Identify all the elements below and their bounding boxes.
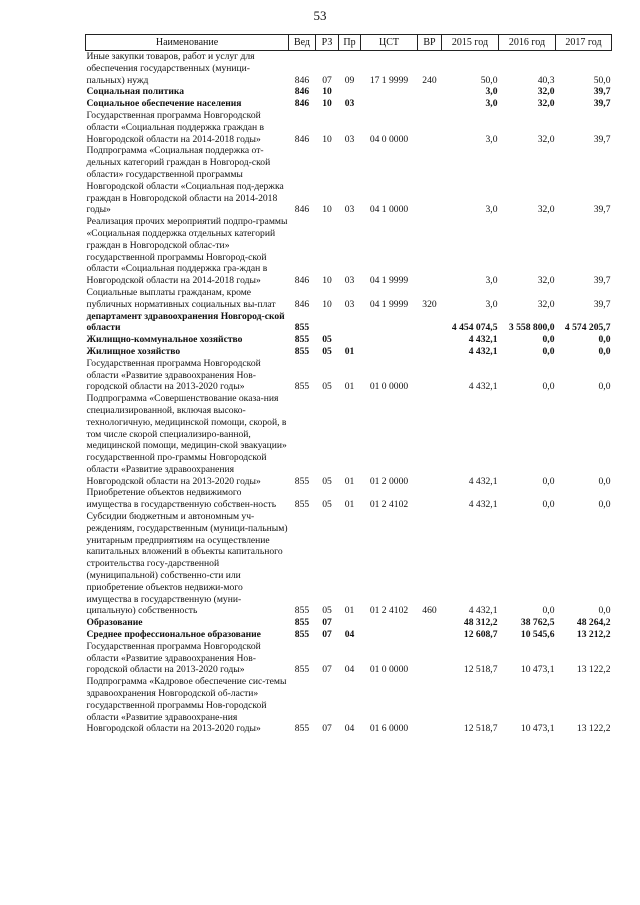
cell-rz: 10 [322, 204, 332, 216]
cell-rz: 05 [322, 345, 332, 357]
cell-rz: 05 [322, 334, 332, 346]
cell-cst: 01 2 4102 [369, 605, 409, 617]
cell-name: Социальная политика [86, 86, 185, 98]
cell-2017: 0,0 [598, 475, 611, 487]
cell-2015: 3,0 [485, 86, 498, 98]
table-row [86, 346, 612, 358]
cell-name: Подпрограмма «Социальная поддержка от-дельных категорий граждан в Новгород-ской области» государственной программы Новгородской области «Социальная под-держка граждан в Новгородской области на 2014-2018 годы» [86, 145, 284, 216]
cell-rz: 10 [322, 275, 332, 287]
cell-2015: 3,0 [485, 204, 498, 216]
cell-pr: 03 [344, 98, 355, 110]
cell-name: Иные закупки товаров, работ и услуг для обеспечения государственных (муници-пальных) нужд [86, 51, 255, 86]
cell-2016: 38 762,5 [520, 617, 555, 629]
cell-2015: 3,0 [485, 133, 498, 145]
cell-2015: 4 432,1 [468, 345, 498, 357]
cell-2016: 0,0 [542, 475, 555, 487]
col-header-name: Наименование [86, 35, 289, 51]
cell-cst [361, 617, 418, 629]
cell-2017: 39,7 [593, 298, 611, 310]
cell-2015: 3,0 [485, 275, 498, 287]
col-header-vr: ВР [418, 35, 442, 51]
cell-ved: 846 [294, 275, 310, 287]
cell-pr [339, 86, 361, 98]
cell-vr [418, 487, 442, 511]
cell-name: Жилищно-коммунальное хозяйство [86, 334, 243, 346]
cell-2015: 4 432,1 [468, 605, 498, 617]
cell-ved: 855 [294, 723, 310, 735]
cell-2017: 4 574 205,7 [564, 322, 611, 334]
cell-cst: 04 1 9999 [369, 298, 409, 310]
cell-2015: 4 432,1 [468, 334, 498, 346]
cell-name: Приобретение объектов недвижимого имущества в государственную собствен-ность [86, 487, 277, 511]
cell-2017: 0,0 [598, 499, 611, 511]
cell-2016: 32,0 [537, 86, 555, 98]
cell-cst [361, 346, 418, 358]
table-row [86, 334, 612, 346]
cell-ved: 846 [294, 86, 310, 98]
cell-2017: 39,7 [593, 98, 611, 110]
cell-vr: 320 [422, 298, 437, 310]
cell-2015: 4 454 074,5 [451, 322, 498, 334]
col-header-ved: Вед [289, 35, 316, 51]
cell-ved: 855 [294, 381, 310, 393]
table-row [86, 358, 612, 393]
cell-ved: 855 [294, 605, 310, 617]
cell-ved: 846 [294, 204, 310, 216]
budget-table [85, 34, 612, 735]
cell-rz: 05 [322, 381, 332, 393]
cell-vr: 240 [422, 74, 437, 86]
cell-cst: 01 2 4102 [369, 499, 409, 511]
cell-pr: 01 [344, 499, 355, 511]
cell-rz: 07 [322, 723, 332, 735]
table-row [86, 145, 612, 216]
cell-pr [339, 617, 361, 629]
col-header-2015: 2015 год [442, 35, 499, 51]
cell-vr [418, 216, 442, 287]
cell-2017: 50,0 [593, 74, 611, 86]
cell-ved: 855 [294, 629, 310, 641]
cell-2015: 12 518,7 [463, 723, 498, 735]
cell-vr [418, 346, 442, 358]
cell-rz: 05 [322, 605, 332, 617]
cell-2017: 0,0 [598, 345, 611, 357]
cell-rz: 07 [322, 617, 332, 629]
cell-2017: 39,7 [593, 275, 611, 287]
cell-vr [418, 311, 442, 335]
cell-cst: 01 0 0000 [369, 664, 409, 676]
table-row [86, 617, 612, 629]
table-row [86, 98, 612, 110]
cell-2016: 10 545,6 [520, 629, 555, 641]
table-row [86, 641, 612, 676]
cell-vr [418, 145, 442, 216]
cell-2015: 12 608,7 [463, 629, 498, 641]
cell-vr [418, 676, 442, 735]
cell-pr: 09 [344, 74, 355, 86]
cell-ved: 855 [294, 499, 310, 511]
cell-name: Жилищное хозяйство [86, 345, 181, 357]
cell-rz [316, 311, 339, 335]
cell-cst: 17 1 9999 [369, 74, 409, 86]
cell-2015: 4 432,1 [468, 475, 498, 487]
cell-2016: 32,0 [537, 275, 555, 287]
cell-2017: 13 122,2 [576, 664, 611, 676]
cell-cst: 01 2 0000 [369, 475, 409, 487]
table-row [86, 511, 612, 617]
cell-pr: 03 [344, 133, 355, 145]
cell-rz: 07 [322, 629, 332, 641]
cell-ved: 846 [294, 74, 310, 86]
cell-vr [418, 86, 442, 98]
table-row [86, 311, 612, 335]
cell-vr [418, 393, 442, 487]
cell-cst: 04 1 9999 [369, 275, 409, 287]
cell-2015: 48 312,2 [463, 617, 498, 629]
cell-name: Государственная программа Новгородской области «Развитие здравоохранения Нов-городской области на 2013-2020 годы» [86, 640, 261, 676]
cell-name: Подпрограмма «Совершенствование оказа-ния специализированной, включая высоко-технологичную, медицинской помощи, скорой, в том числе скорой специализиро-ванной, медицинской помощи, медицин-ской эвакуации» государственной про-граммы Новгородской области «Развитие здравоохранения Новгородской области на 2013-2020 годы» [86, 393, 287, 487]
table-row [86, 51, 612, 87]
cell-ved: 846 [294, 298, 310, 310]
cell-2017: 0,0 [598, 605, 611, 617]
cell-2017: 13 122,2 [576, 723, 611, 735]
cell-2015: 3,0 [485, 298, 498, 310]
cell-vr [418, 358, 442, 393]
cell-2017: 39,7 [593, 133, 611, 145]
table-row [86, 629, 612, 641]
table-row [86, 287, 612, 311]
cell-pr: 01 [344, 345, 355, 357]
cell-pr: 04 [344, 664, 355, 676]
cell-2017: 0,0 [598, 334, 611, 346]
table-row [86, 110, 612, 145]
cell-2016: 40,3 [537, 74, 555, 86]
cell-ved: 855 [294, 322, 310, 334]
cell-rz: 10 [322, 133, 332, 145]
cell-2016: 10 473,1 [520, 723, 555, 735]
cell-cst: 01 0 0000 [369, 381, 409, 393]
cell-2016: 0,0 [542, 345, 555, 357]
cell-pr: 01 [344, 605, 355, 617]
cell-2016: 32,0 [537, 204, 555, 216]
cell-2016: 32,0 [537, 133, 555, 145]
cell-rz: 10 [322, 98, 332, 110]
table-row [86, 676, 612, 735]
cell-name: Реализация прочих мероприятий подпро-граммы «Социальная поддержка отдельных категорий граждан в Новгородской облас-ти» государственной программы Новгород-ской области «Социальная поддержка гра-ждан в Новгородской области на 2014-2018 годы» [86, 216, 288, 287]
table-body [86, 51, 612, 736]
cell-vr [418, 110, 442, 145]
cell-cst [361, 334, 418, 346]
cell-cst: 04 1 0000 [369, 204, 409, 216]
cell-2017: 39,7 [593, 86, 611, 98]
cell-2015: 4 432,1 [468, 381, 498, 393]
cell-name: Государственная программа Новгородской области «Развитие здравоохранения Нов-городской области на 2013-2020 годы» [86, 357, 261, 393]
cell-vr [418, 641, 442, 676]
table-row [86, 393, 612, 487]
cell-pr: 04 [344, 723, 355, 735]
cell-pr: 03 [344, 298, 355, 310]
cell-ved: 855 [294, 664, 310, 676]
col-header-2016: 2016 год [499, 35, 556, 51]
cell-pr: 01 [344, 475, 355, 487]
cell-vr: 460 [422, 605, 437, 617]
cell-pr [339, 334, 361, 346]
cell-ved: 846 [294, 98, 310, 110]
col-header-pr: Пр [339, 35, 361, 51]
cell-name: департамент здравоохранения Новгород-ской области [86, 310, 285, 334]
cell-2015: 12 518,7 [463, 664, 498, 676]
cell-cst [361, 86, 418, 98]
cell-pr: 01 [344, 381, 355, 393]
cell-2015: 3,0 [485, 98, 498, 110]
cell-2016: 0,0 [542, 499, 555, 511]
cell-pr: 04 [344, 629, 355, 641]
table-row [86, 216, 612, 287]
table-row [86, 487, 612, 511]
cell-2016: 10 473,1 [520, 664, 555, 676]
cell-pr: 03 [344, 275, 355, 287]
cell-rz: 05 [322, 475, 332, 487]
cell-2016: 0,0 [542, 605, 555, 617]
cell-vr [418, 617, 442, 629]
page-number: 53 [313, 8, 327, 23]
cell-ved: 855 [294, 334, 310, 346]
col-header-cst: ЦСТ [361, 35, 418, 51]
cell-name: Образование [86, 617, 143, 629]
cell-pr: 03 [344, 204, 355, 216]
cell-2016: 32,0 [537, 298, 555, 310]
cell-2015: 4 432,1 [468, 499, 498, 511]
cell-pr [339, 311, 361, 335]
table-header-row [86, 35, 612, 51]
cell-cst: 04 0 0000 [369, 133, 409, 145]
cell-ved: 855 [294, 345, 310, 357]
cell-2016: 32,0 [537, 98, 555, 110]
cell-2017: 48 264,2 [576, 617, 611, 629]
cell-vr [418, 334, 442, 346]
cell-name: Подпрограмма «Кадровое обеспечение сис-темы здравоохранения Новгородской об-ласти» государственной программы Нов-городской области «Развитие здравоохране-ния Новгородской области на 2013-2020 годы» [86, 676, 287, 735]
col-header-rz: РЗ [316, 35, 339, 51]
cell-rz: 07 [322, 664, 332, 676]
cell-name: Социальные выплаты гражданам, кроме публичных нормативных социальных вы-плат [86, 286, 276, 310]
cell-2016: 0,0 [542, 334, 555, 346]
cell-2017: 13 212,2 [576, 629, 611, 641]
col-header-2017: 2017 год [556, 35, 612, 51]
cell-2017: 39,7 [593, 204, 611, 216]
cell-name: Субсидии бюджетным и автономным уч-реждениям, государственным (муници-пальным) унитарным предприятиям на осуществление капитальных вложений в объекты капитального строительства госу-дарственной (муниципальной) собственно-сти или приобретение объектов недвижи-мого имущества в государственную (муни-ципальную) собственность [86, 511, 288, 617]
cell-cst [361, 629, 418, 641]
cell-rz: 10 [322, 298, 332, 310]
cell-ved: 855 [294, 617, 310, 629]
cell-2016: 3 558 800,0 [508, 322, 555, 334]
cell-rz: 07 [322, 74, 332, 86]
cell-rz: 10 [322, 86, 332, 98]
cell-ved: 846 [294, 133, 310, 145]
cell-name: Государственная программа Новгородской области «Социальная поддержка граждан в Новгородской области на 2014-2018 годы» [86, 109, 265, 145]
cell-name: Социальное обеспечение населения [86, 98, 242, 110]
cell-vr [418, 629, 442, 641]
cell-cst: 01 6 0000 [369, 723, 409, 735]
cell-ved: 855 [294, 475, 310, 487]
cell-2016: 0,0 [542, 381, 555, 393]
cell-cst [361, 98, 418, 110]
cell-vr [418, 98, 442, 110]
cell-2017: 0,0 [598, 381, 611, 393]
cell-name: Среднее профессиональное образование [86, 629, 261, 641]
cell-2015: 50,0 [480, 74, 498, 86]
table-row [86, 86, 612, 98]
cell-rz: 05 [322, 499, 332, 511]
cell-cst [361, 311, 418, 335]
